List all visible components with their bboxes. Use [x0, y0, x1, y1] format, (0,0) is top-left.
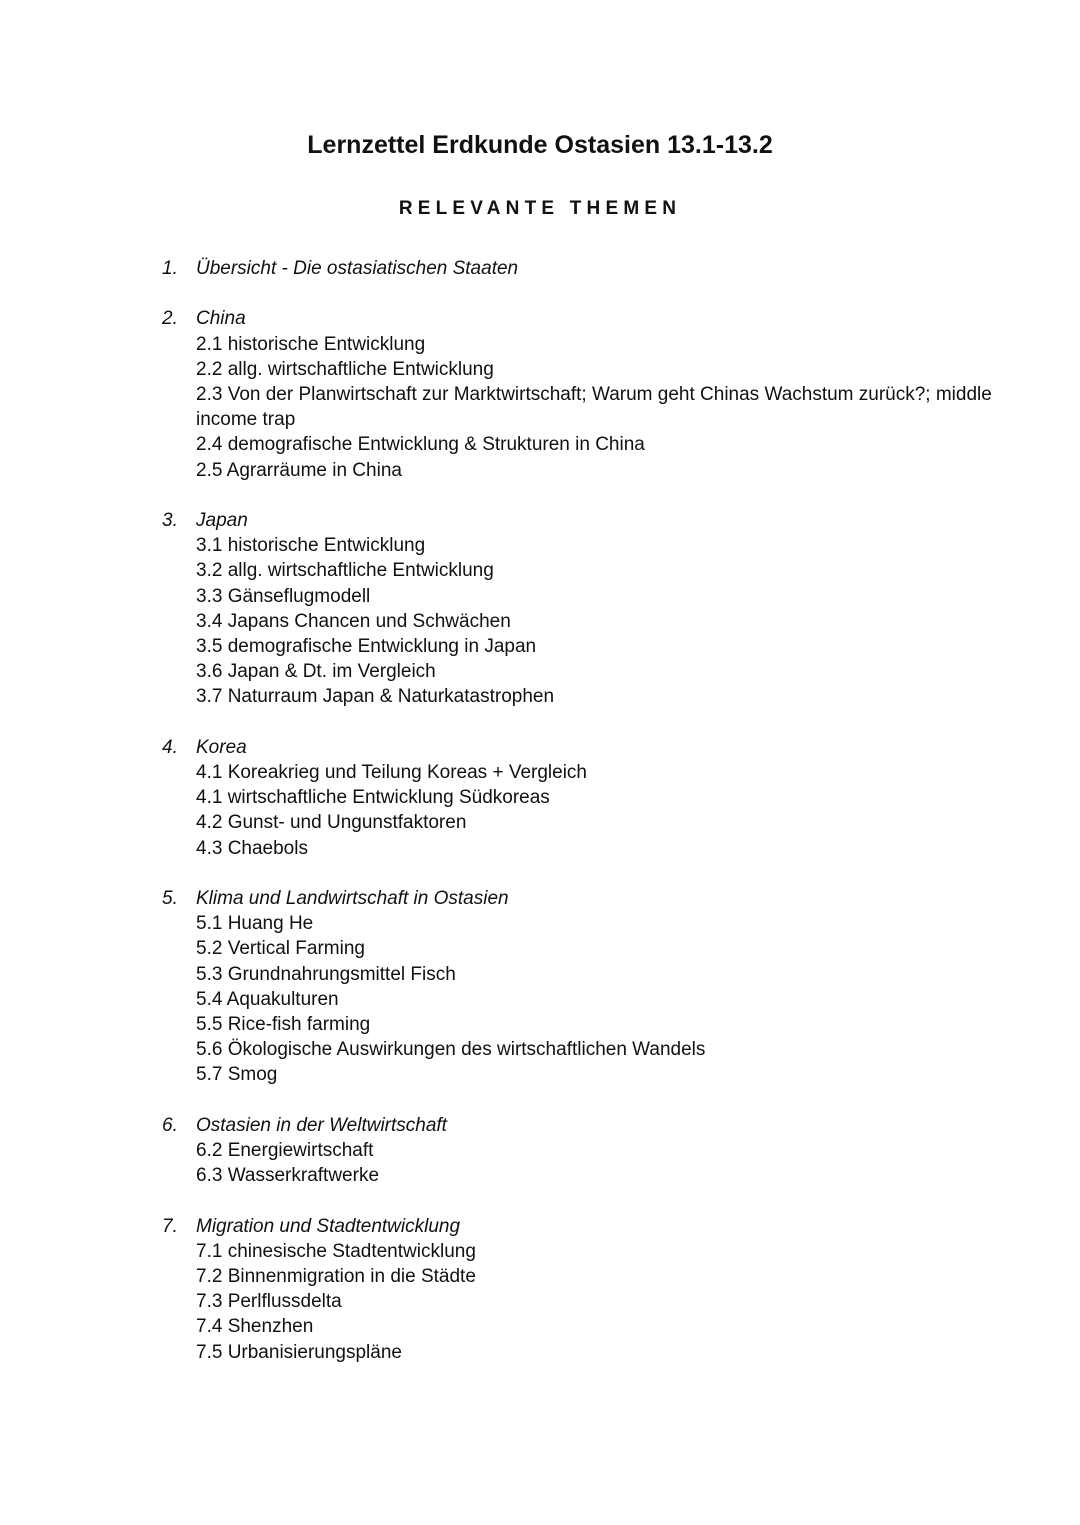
subtopic-item: 2.5 Agrarräume in China	[196, 459, 402, 481]
subtopic-item: 4.1 Koreakrieg und Teilung Koreas + Vergleich	[196, 762, 587, 784]
topic-section	[162, 735, 1022, 861]
subtopic-item: 5.2 Vertical Farming	[196, 938, 365, 960]
topic-title: Ostasien in der Weltwirtschaft	[196, 1114, 447, 1136]
subtopic-item: 5.4 Aquakulturen	[196, 988, 339, 1010]
subtopic-list	[162, 760, 1022, 861]
topic-heading	[162, 886, 1022, 911]
topic-section	[162, 1214, 1022, 1365]
subtopic-list	[162, 332, 1022, 483]
subtopic-item: 6.3 Wasserkraftwerke	[196, 1165, 380, 1187]
topic-title: Korea	[196, 736, 247, 758]
topic-title: Migration und Stadtentwicklung	[196, 1215, 461, 1237]
topic-title: China	[196, 308, 246, 330]
topic-section	[162, 256, 1022, 281]
subtopic-item: 3.7 Naturraum Japan & Naturkatastrophen	[196, 686, 555, 708]
topic-heading	[162, 508, 1022, 533]
subtopic-item: 7.5 Urbanisierungspläne	[196, 1341, 402, 1363]
section-heading: RELEVANTE THEMEN	[398, 198, 682, 219]
subtopic-item: 4.1 wirtschaftliche Entwicklung Südkoreas	[196, 787, 550, 809]
topic-heading	[162, 256, 1022, 281]
subtopic-item: 7.1 chinesische Stadtentwicklung	[196, 1240, 476, 1262]
topic-number: 1.	[162, 258, 178, 279]
subtopic-item: 3.6 Japan & Dt. im Vergleich	[196, 661, 436, 683]
subtopic-item: 4.3 Chaebols	[196, 837, 308, 859]
subtopic-item: 3.2 allg. wirtschaftliche Entwicklung	[196, 560, 494, 582]
topic-number: 2.	[162, 308, 178, 330]
subtopic-list	[162, 1138, 1022, 1188]
topic-section	[162, 1113, 1022, 1189]
subtopic-list	[162, 533, 1022, 709]
topic-number: 4.	[162, 736, 178, 758]
subtopic-item: 5.5 Rice-fish farming	[196, 1014, 371, 1036]
subtopic-item: 3.4 Japans Chancen und Schwächen	[196, 610, 511, 632]
subtopic-item: 2.2 allg. wirtschaftliche Entwicklung	[196, 358, 494, 380]
topic-title: Übersicht - Die ostasiatischen Staaten	[196, 258, 519, 279]
subtopic-item: 7.4 Shenzhen	[196, 1316, 314, 1338]
topic-heading	[162, 735, 1022, 760]
topic-number: 5.	[162, 888, 178, 910]
subtopic-item: 4.2 Gunst- und Ungunstfaktoren	[196, 812, 467, 834]
subtopic-item: 7.3 Perlflussdelta	[196, 1291, 342, 1313]
topic-section	[162, 886, 1022, 1088]
subtopic-list	[162, 911, 1022, 1087]
subtopic-item: 7.2 Binnenmigration in die Städte	[196, 1266, 476, 1288]
topic-heading	[162, 1113, 1022, 1138]
subtopic-item: 3.3 Gänseflugmodell	[196, 585, 371, 607]
topic-title: Klima und Landwirtschaft in Ostasien	[196, 888, 509, 910]
subtopic-item: 5.3 Grundnahrungsmittel Fisch	[196, 963, 456, 985]
topic-heading	[162, 306, 1022, 331]
topic-number: 7.	[162, 1215, 178, 1237]
subtopic-item: 6.2 Energiewirtschaft	[196, 1140, 374, 1162]
topic-number: 6.	[162, 1114, 178, 1136]
topic-heading	[162, 1214, 1022, 1239]
subtopic-item: 2.3 Von der Planwirtschaft zur Marktwirtschaft; Warum geht Chinas Wachstum zurück?; middle income trap	[196, 384, 992, 431]
subtopic-item: 2.4 demografische Entwicklung & Strukturen in China	[196, 434, 645, 456]
topic-section	[162, 306, 1022, 482]
subtopic-item: 3.1 historische Entwicklung	[196, 535, 426, 557]
subtopic-item: 5.7 Smog	[196, 1064, 278, 1086]
topic-number: 3.	[162, 510, 178, 531]
subtopic-item: 3.5 demografische Entwicklung in Japan	[196, 636, 537, 658]
page-title: Lernzettel Erdkunde Ostasien 13.1-13.2	[307, 131, 773, 159]
subtopic-item: 2.1 historische Entwicklung	[196, 333, 426, 355]
topic-list	[162, 256, 1022, 1390]
topic-section	[162, 508, 1022, 710]
subtopic-item: 5.1 Huang He	[196, 913, 314, 935]
topic-title: Japan	[196, 510, 248, 531]
subtopic-list	[162, 1239, 1022, 1365]
subtopic-item: 5.6 Ökologische Auswirkungen des wirtschaftlichen Wandels	[196, 1039, 706, 1061]
